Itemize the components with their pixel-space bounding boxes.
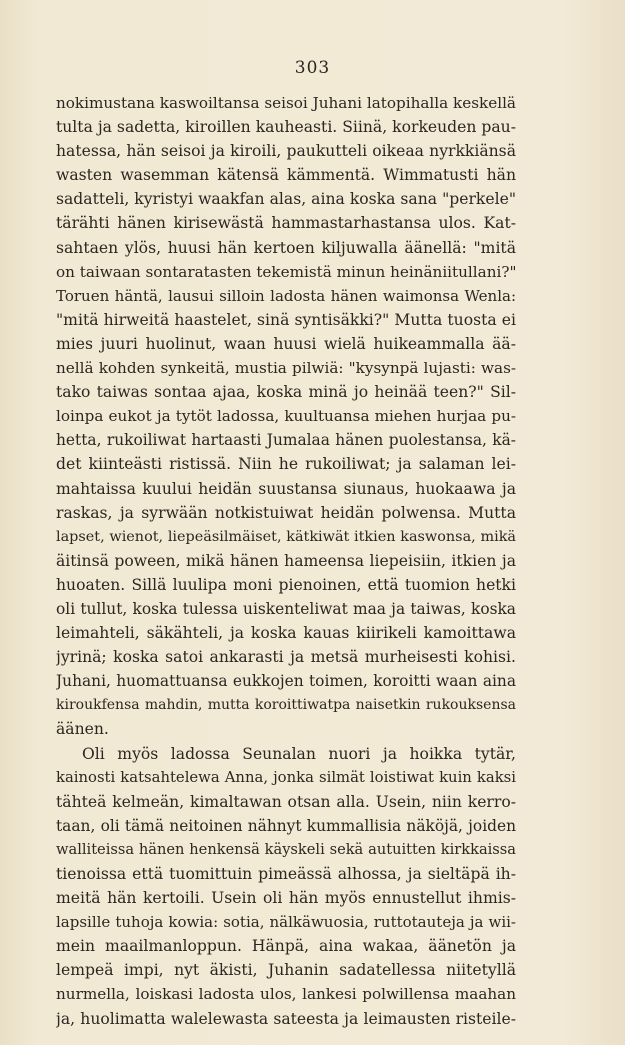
text-line: nurmella, loiskasi ladosta ulos, lankesi polwillensa maahan bbox=[56, 985, 516, 1004]
text-line: raskas, ja syrwään notkistuiwat heidän polwensa. Mutta bbox=[56, 503, 516, 522]
paragraph-end-line: äänen. bbox=[56, 720, 109, 739]
text-line: mahtaissa kuului heidän suustansa siunaus, huokaawa ja bbox=[56, 479, 516, 498]
text-line: äitinsä poween, mikä hänen hameensa liepeisiin, itkien ja bbox=[56, 551, 516, 570]
text-line: taan, oli tämä neitoinen nähnyt kummallisia näköjä, joiden bbox=[56, 816, 516, 835]
text-line: tienoissa että tuomittuin pimeässä alhossa, ja sieltäpä ih- bbox=[56, 865, 516, 883]
text-line: jyrinä; koska satoi ankarasti ja metsä murheisesti kohisi. bbox=[56, 648, 516, 667]
text-line: nokimustana kaswoiltansa seisoi Juhani latopihalla keskellä bbox=[56, 94, 516, 112]
paragraph-start-line: Oli myös ladossa Seunalan nuori ja hoikka tytär, bbox=[82, 744, 516, 763]
text-line: lapset, wienot, liepeäsilmäiset, kätkiwät itkien kaswonsa, mikä bbox=[56, 528, 516, 545]
body-text bbox=[56, 91, 516, 1031]
text-line: wasten wasemman kätensä kämmentä. Wimmatusti hän bbox=[56, 166, 516, 185]
text-line: det kiinteästi ristissä. Niin he rukoiliwat; ja salaman lei- bbox=[56, 455, 516, 474]
text-line: tulta ja sadetta, kiroillen kauheasti. Siinä, korkeuden pau- bbox=[56, 118, 516, 137]
text-line: lempeä impi, nyt äkisti, Juhanin sadatellessa niitetyllä bbox=[56, 961, 516, 980]
text-line: sadatteli, kyristyi waakfan alas, aina koska sana "perkele" bbox=[56, 190, 516, 209]
text-line: oli tullut, koska tulessa uiskenteliwat maa ja taiwas, koska bbox=[56, 599, 516, 618]
text-line: hetta, rukoiliwat hartaasti Jumalaa hänen puolestansa, kä- bbox=[56, 431, 516, 450]
text-line: kainosti katsahtelewa Anna, jonka silmät loistiwat kuin kaksi bbox=[56, 768, 516, 786]
text-line: leimahteli, säkähteli, ja koska kauas kiirikeli kamoittawa bbox=[56, 624, 516, 643]
page-number: 303 bbox=[294, 58, 331, 78]
text-line: "mitä hirweitä haastelet, sinä syntisäkki?" Mutta tuosta ei bbox=[56, 310, 516, 329]
text-line: tako taiwas sontaa ajaa, koska minä jo heinää teen?" Sil- bbox=[56, 383, 516, 402]
text-line: nellä kohden synkeitä, mustia pilwiä: "kysynpä lujasti: was- bbox=[56, 359, 516, 378]
text-line: kiroukfensa mahdin, mutta koroittiwatpa naisetkin rukouksensa bbox=[56, 697, 516, 714]
text-line: huoaten. Sillä luulipa moni pienoinen, että tuomion hetki bbox=[56, 575, 516, 594]
text-line: Toruen häntä, lausui silloin ladosta hänen waimonsa Wenla: bbox=[56, 286, 516, 305]
text-line: on taiwaan sontaratasten tekemistä minun heinäniitullani?" bbox=[56, 262, 516, 281]
text-line: tähteä kelmeän, kimaltawan otsan alla. Usein, niin kerro- bbox=[56, 792, 516, 811]
text-line: tärähti hänen kirisewästä hammastarhastansa ulos. Kat- bbox=[56, 214, 516, 233]
text-line: sahtaen ylös, huusi hän kertoen kiljuwalla äänellä: "mitä bbox=[56, 238, 516, 257]
text-line: loinpa eukot ja tytöt ladossa, kuultuansa miehen hurjaa pu- bbox=[56, 407, 516, 426]
text-line: mies juuri huolinut, waan huusi wielä huikeammalla ää- bbox=[56, 334, 516, 353]
text-line: mein maailmanloppun. Hänpä, aina wakaa, äänetön ja bbox=[56, 937, 516, 956]
text-line: meitä hän kertoili. Usein oli hän myös ennustellut ihmis- bbox=[56, 889, 516, 908]
text-line: walliteissa hänen henkensä käyskeli sekä autuitten kirkkaissa bbox=[56, 840, 516, 858]
text-line: lapsille tuhoja kowia: sotia, nälkäwuosia, ruttotauteja ja wii- bbox=[56, 913, 516, 932]
text-line: Juhani, huomattuansa eukkojen toimen, koroitti waan aina bbox=[56, 672, 516, 691]
text-line: ja, huolimatta walelewasta sateesta ja leimausten risteile- bbox=[56, 1009, 516, 1028]
text-line: hatessa, hän seisoi ja kiroili, paukutteli oikeaa nyrkkiänsä bbox=[56, 142, 516, 161]
